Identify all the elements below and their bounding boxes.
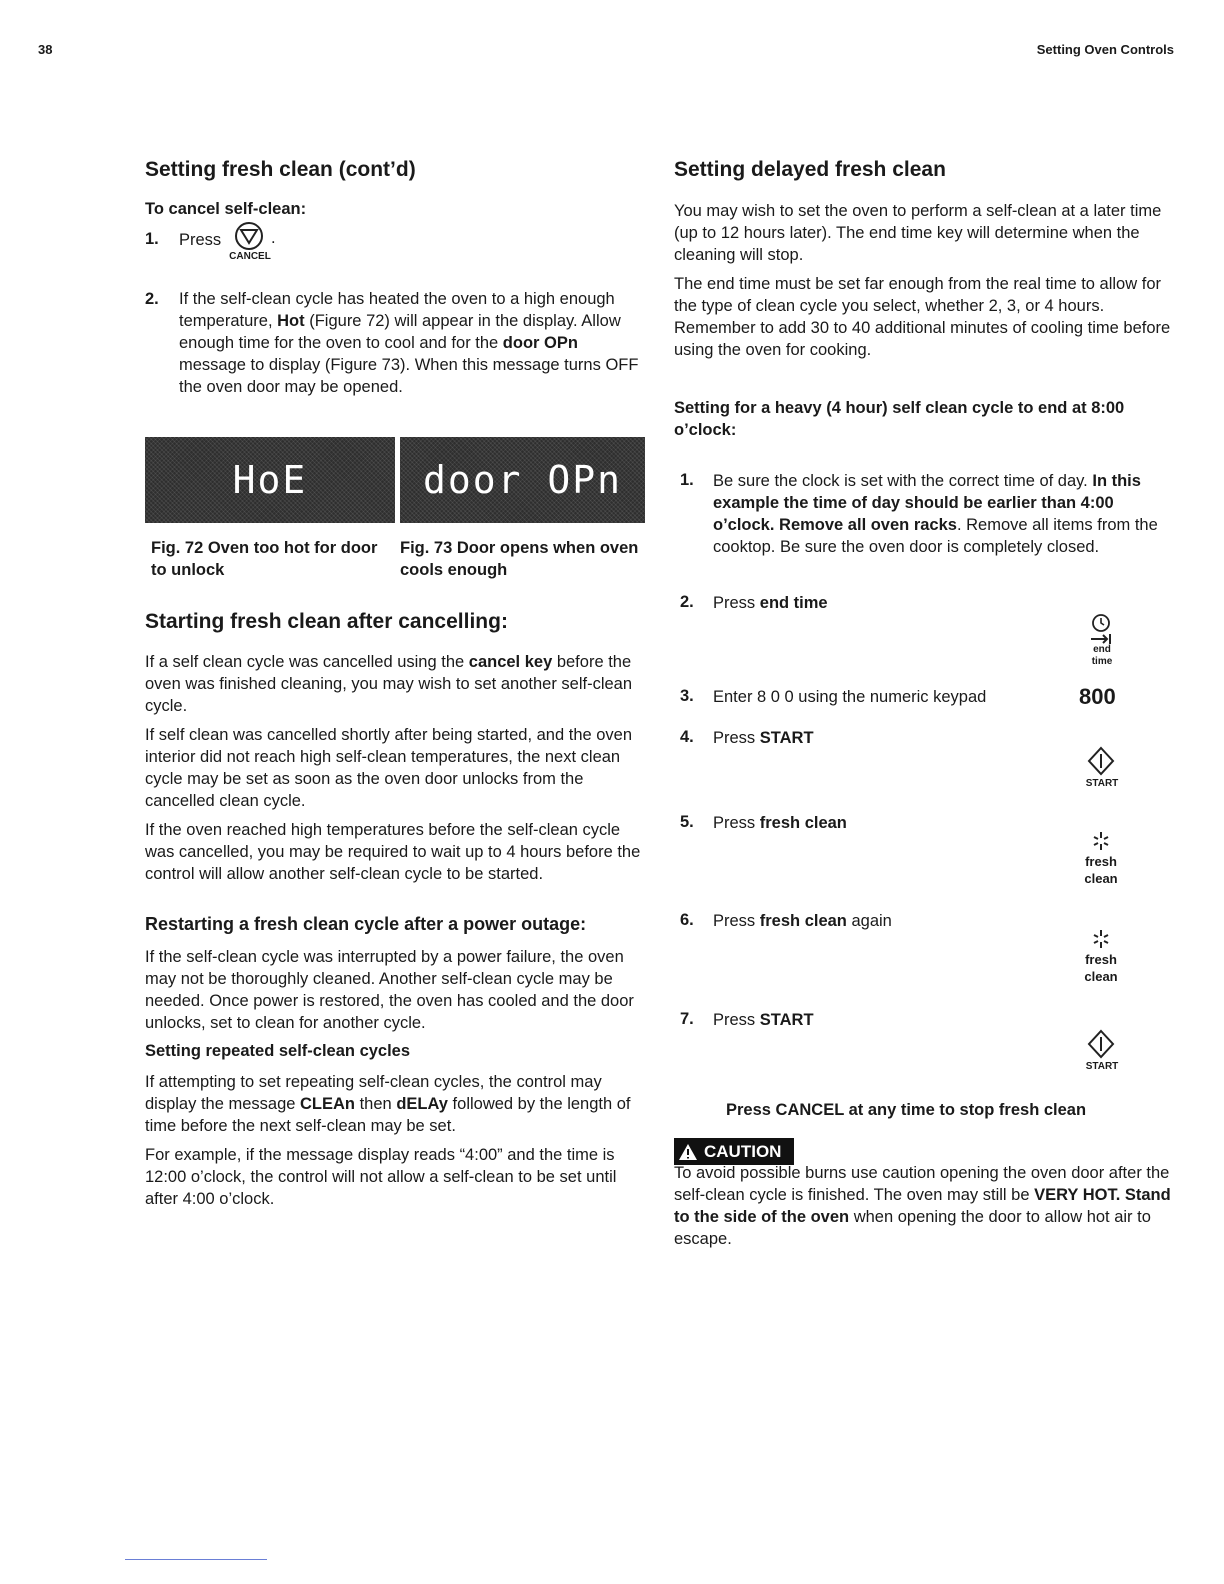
repeat-cycles-heading: Setting repeated self-clean cycles: [145, 1042, 411, 1060]
start-key-icon: [1087, 1029, 1115, 1059]
step-number: 1.: [145, 230, 159, 248]
step-text: Be sure the clock is set with the correct time of day. In this example the time of day should be earlier than 4:00 o’clock. Remove all oven racks. Remove all items from the cooktop. Be sure the oven door is completely closed.: [713, 472, 1158, 556]
step-text: [179, 229, 221, 251]
step-text: Press START: [713, 1011, 814, 1029]
section-title: Setting Oven Controls: [1036, 42, 1174, 57]
heavy-cycle-subheading: Setting for a heavy (4 hour) self clean cycle to end at 8:00 o’clock:: [674, 399, 1125, 439]
section-heading-restarting: Restarting a fresh clean cycle after a power outage:: [145, 914, 587, 934]
caution-text: To avoid possible burns use caution opening the oven door after the self-clean cycle is finished. The oven may still be VERY HOT. Stand to the side of the oven when opening the door to allow hot air to escape.: [674, 1164, 1171, 1248]
cancel-key-label: CANCEL: [229, 251, 271, 262]
step-number: 1.: [680, 471, 694, 489]
step-number: 6.: [680, 911, 694, 929]
step-number: 7.: [680, 1010, 694, 1028]
caution-badge: [674, 1138, 794, 1165]
oven-display-hot: HoE: [145, 437, 395, 523]
warning-triangle-icon: [678, 1143, 698, 1161]
paragraph: You may wish to set the oven to perform a self-clean at a later time (up to 12 hours later). The end time key will determine when the cleaning will stop.: [674, 202, 1162, 264]
figure-caption-73: Fig. 73 Door opens when oven cools enough: [400, 539, 639, 579]
press-text: Press: [179, 231, 222, 249]
oven-display-door-open: door OPn: [400, 437, 645, 523]
end-time-key-label: end time: [1091, 644, 1113, 667]
page-number: 38: [38, 42, 53, 57]
paragraph: If the self-clean cycle was interrupted by a power failure, the oven may not be thoroughly cleaned. Another self-clean cycle may be needed. Once power is restored, the oven has cooled and the door unlocks, set to clean for another cycle.: [145, 948, 634, 1032]
start-key-label: START: [1085, 1061, 1119, 1072]
step-text: Enter 8 0 0 using the numeric keypad: [713, 688, 987, 706]
step-text: If the self-clean cycle has heated the oven to a high enough temperature, Hot (Figure 72) will appear in the display. Allow enough time for the oven to cool and for the door OPn message to display (Figure 73). When this message turns OFF the oven door may be opened.: [179, 290, 639, 396]
section-heading-delayed-fresh-clean: Setting delayed fresh clean: [674, 158, 946, 181]
step-number: 2.: [145, 290, 159, 308]
cancel-key-icon: [234, 221, 266, 251]
step-text: Press fresh clean: [713, 814, 847, 832]
paragraph: If a self clean cycle was cancelled using the cancel key before the oven was finished cleaning, you may wish to set another self-clean cycle.: [145, 653, 633, 715]
fresh-clean-key-icon: [1091, 830, 1111, 852]
cancel-note: Press CANCEL at any time to stop fresh clean: [726, 1101, 1087, 1119]
section-heading-fresh-clean-contd: Setting fresh clean (cont’d): [145, 158, 416, 181]
start-key-label: START: [1085, 778, 1119, 789]
keypad-entry-value: 800: [1079, 684, 1116, 709]
step-number: 2.: [680, 593, 694, 611]
start-key-icon: [1087, 746, 1115, 776]
fresh-clean-key-label: fresh clean: [1084, 952, 1118, 984]
end-time-key-icon: [1087, 612, 1115, 646]
caution-label: CAUTION: [704, 1141, 782, 1161]
figure-caption-72: Fig. 72 Oven too hot for door to unlock: [151, 539, 378, 579]
paragraph: If attempting to set repeating self-clean cycles, the control may display the message CLEAn then dELAy followed by the length of time before the next self-clean may be set.: [145, 1073, 631, 1135]
step-number: 5.: [680, 813, 694, 831]
step-text: Press fresh clean again: [713, 912, 892, 930]
step-number: 3.: [680, 687, 694, 705]
paragraph: If the oven reached high temperatures before the self-clean cycle was cancelled, you may be required to wait up to 4 hours before the control will allow another self-clean cycle to be started.: [145, 821, 641, 883]
paragraph: If self clean was cancelled shortly after being started, and the oven interior did not reach high self-clean temperatures, the next clean cycle may be set as soon as the oven door unlocks from the cancelled clean cycle.: [145, 726, 633, 810]
step-number: 4.: [680, 728, 694, 746]
footer-divider: [125, 1559, 267, 1560]
paragraph: The end time must be set far enough from the real time to allow for the type of clean cycle you select, whether 2, 3, or 4 hours. Remember to add 30 to 40 additional minutes of cooling time before using the oven for cooking.: [674, 275, 1171, 359]
step-text: Press end time: [713, 594, 828, 612]
fresh-clean-key-label: fresh clean: [1084, 854, 1118, 886]
fresh-clean-key-icon: [1091, 928, 1111, 950]
paragraph: For example, if the message display reads “4:00” and the time is 12:00 o’clock, the control will not allow a self-clean to be set until after 4:00 o’clock.: [145, 1146, 617, 1208]
period: .: [271, 229, 276, 247]
cancel-heading: To cancel self-clean:: [145, 200, 307, 218]
step-text: Press START: [713, 729, 814, 747]
section-heading-starting-fresh-clean: Starting fresh clean after cancelling:: [145, 610, 508, 633]
